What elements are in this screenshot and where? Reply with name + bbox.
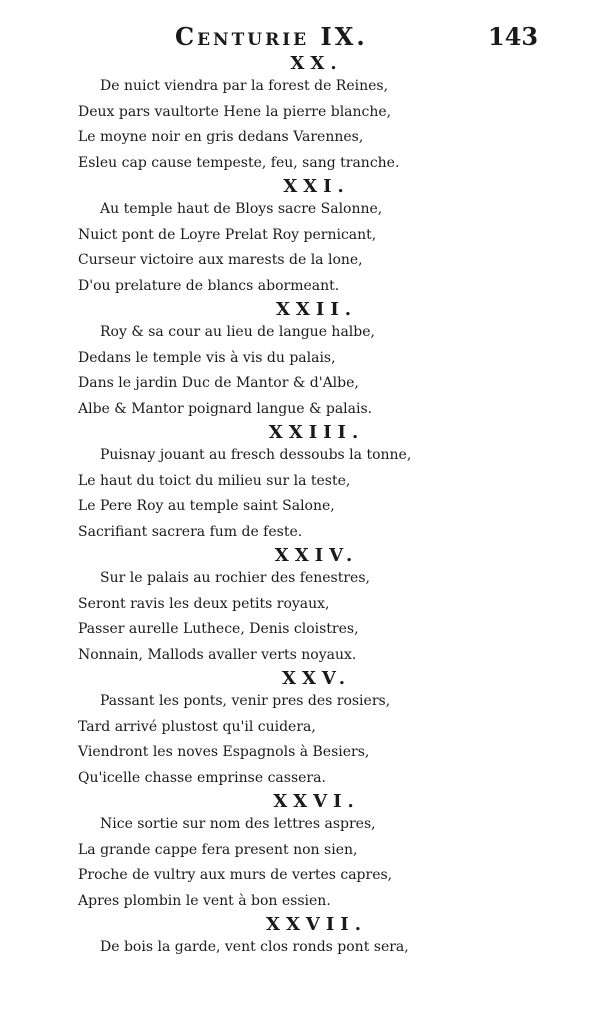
quatrain (0, 422, 603, 545)
verse-line: Viendront les noves Espagnols à Besiers, (78, 744, 370, 760)
quatrain-number: XXVII. (265, 914, 367, 935)
running-head (0, 22, 603, 54)
verse-line: Le haut du toict du milieu sur la teste, (78, 472, 351, 489)
quatrain-number: XXI. (283, 176, 350, 197)
verse-line: Apres plombin le vent à bon essien. (78, 892, 331, 909)
quatrain-list (0, 53, 603, 961)
verse-line: Dedans le temple vis à vis du palais, (78, 349, 336, 366)
quatrain (0, 914, 603, 961)
quatrain (0, 53, 603, 176)
verse-line: Passer aurelle Luthece, Denis cloistres, (78, 621, 359, 637)
verse-line: Qu'icelle chasse emprinse cassera. (78, 769, 326, 786)
verse-line: Esleu cap cause tempeste, feu, sang tranche. (78, 154, 400, 171)
verse-line: Seront ravis les deux petits royaux, (78, 595, 330, 612)
page-number: 143 (488, 22, 539, 51)
verse-line: Nonnain, Mallods avaller verts noyaux. (78, 646, 357, 663)
verse-line: Puisnay jouant au fresch dessoubs la tonne, (100, 447, 412, 463)
quatrain (0, 176, 603, 299)
quatrain-number: XXIV. (274, 545, 359, 566)
verse-line: Tard arrivé plustost qu'il cuidera, (78, 718, 316, 735)
verse-line: Le moyne noir en gris dedans Varennes, (78, 129, 364, 145)
quatrain-number: XXII. (275, 299, 358, 320)
quatrain-number: XX. (290, 53, 343, 74)
verse-line: De bois la garde, vent clos ronds pont sera, (100, 939, 409, 955)
verse-line: Nice sortie sur nom des lettres aspres, (100, 816, 376, 832)
verse-line: Proche de vultry aux murs de vertes capres, (78, 867, 393, 883)
verse-line: Sacrifiant sacrera fum de feste. (78, 523, 303, 540)
verse-line: Nuict pont de Loyre Prelat Roy pernicant, (78, 226, 377, 243)
quatrain (0, 791, 603, 914)
quatrain-number: XXV. (281, 668, 352, 689)
running-title: Centurie IX. (175, 22, 368, 51)
verse-line: Passant les ponts, venir pres des rosiers, (100, 693, 391, 709)
quatrain-number: XXIII. (268, 422, 365, 443)
verse-line: La grande cappe fera present non sien, (78, 841, 358, 858)
verse-line: Le Pere Roy au temple saint Salone, (78, 498, 335, 514)
verse-line: D'ou prelature de blancs abormeant. (78, 277, 340, 294)
quatrain (0, 545, 603, 668)
verse-line: Dans le jardin Duc de Mantor & d'Albe, (78, 375, 359, 391)
quatrain (0, 668, 603, 791)
verse-line: De nuict viendra par la forest de Reines, (100, 78, 389, 94)
verse-line: Deux pars vaultorte Hene la pierre blanche, (78, 103, 392, 120)
verse-line: Sur le palais au rochier des fenestres, (100, 570, 370, 586)
quatrain-number: XXVI. (273, 791, 360, 812)
verse-line: Roy & sa cour au lieu de langue halbe, (100, 324, 375, 340)
verse-line: Curseur victoire aux marests de la lone, (78, 252, 363, 268)
verse-line: Au temple haut de Bloys sacre Salonne, (100, 201, 383, 217)
quatrain (0, 299, 603, 422)
verse-line: Albe & Mantor poignard langue & palais. (78, 400, 373, 417)
